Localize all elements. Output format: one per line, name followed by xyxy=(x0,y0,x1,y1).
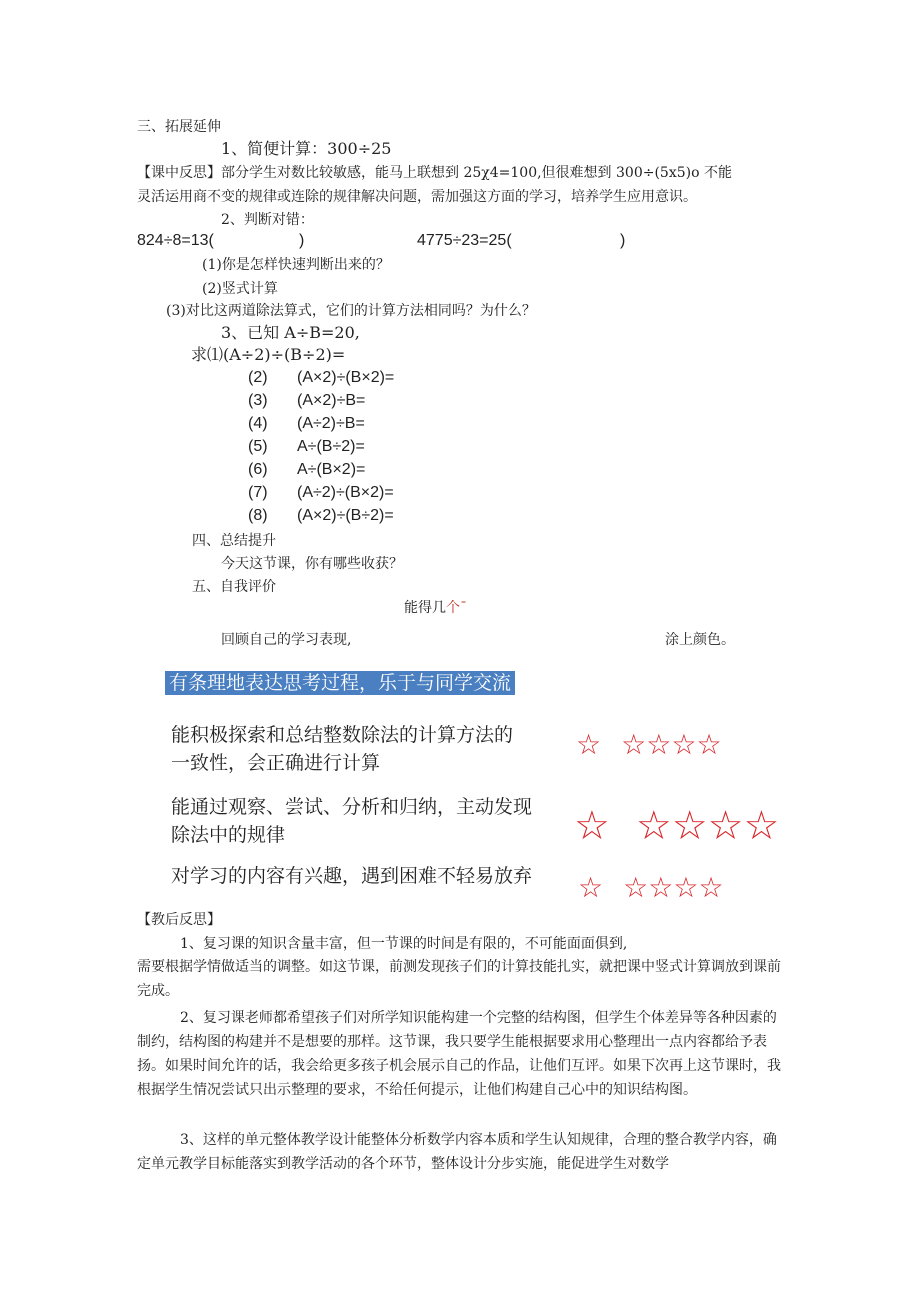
find-expr-1: 求⑴(A÷2)÷(B÷2)= xyxy=(191,345,346,364)
star-icon[interactable]: ☆ xyxy=(576,728,602,761)
question-2: (2)竖式计算 xyxy=(202,281,278,297)
expr-num: (4) xyxy=(248,415,268,432)
post-reflection-p3: 3、这样的单元整体教学设计能整体分析数学内容本质和学生认知规律，合理的整合教学内容，确定单元教学目标能落实到教学活动的各个环节，整体设计分步实施，能促进学生对数学 xyxy=(137,1132,777,1172)
expr-num: (7) xyxy=(248,484,268,501)
judge-expr-a-close: ) xyxy=(299,232,305,249)
item-judge: 2、判断对错： xyxy=(221,212,314,228)
star-icon[interactable]: ☆ xyxy=(574,803,610,849)
star-rating-1 xyxy=(576,729,722,761)
expr-num: (6) xyxy=(248,461,268,478)
summary-text: 今天这节课，你有哪些收获？ xyxy=(221,556,403,572)
highlight-criterion xyxy=(165,671,515,695)
expr-text: (A×2)÷B= xyxy=(297,392,366,409)
star-icon[interactable]: ☆ xyxy=(623,871,649,904)
expr-text: (A×2)÷(B÷2)= xyxy=(297,507,394,524)
post-reflection-p1-line1: 1、复习课的知识含量丰富，但一节课的时间是有限的，不可能面面俱到, xyxy=(180,936,628,952)
expr-text: (A÷2)÷B= xyxy=(297,415,365,432)
expr-num: (2) xyxy=(248,369,268,386)
post-reflection-heading: 【教后反思】 xyxy=(137,912,221,928)
criterion-2-line1: 能通过观察、尝试、分析和归纳，主动发现 xyxy=(171,796,533,818)
review-left: 回顾自己的学习表现, xyxy=(221,632,352,648)
star-rating-3 xyxy=(578,872,724,904)
reflection-line-2: 灵活运用商不变的规律或连除的规律解决问题，需加强这方面的学习，培养学生应用意识。 xyxy=(137,189,697,205)
expr-text: A÷(B×2)= xyxy=(297,461,366,478)
section-heading-summary: 四、总结提升 xyxy=(192,533,276,549)
criterion-1-line2: 一致性，会正确进行计算 xyxy=(171,752,381,774)
star-icon[interactable]: ☆ xyxy=(578,871,604,904)
question-3: (3)对比这两道除法算式，它们的计算方法相同吗？为什么？ xyxy=(166,303,536,319)
judge-expr-b-close: ) xyxy=(620,232,626,249)
star-icon[interactable]: ☆ xyxy=(707,803,744,849)
reflection-line-1: 【课中反思】部分学生对数比较敏感，能马上联想到 25χ4=100,但很难想到 300÷(5x5)o 不能 xyxy=(137,165,732,181)
expr-text: A÷(B÷2)= xyxy=(297,438,365,455)
judge-expr-a: 824÷8=13( xyxy=(137,232,214,249)
star-icon[interactable]: ☆ xyxy=(673,871,699,904)
criterion-3-line1: 对学习的内容有兴趣，遇到困难不轻易放弃 xyxy=(171,865,533,887)
expr-num: (3) xyxy=(248,392,268,409)
star-icon[interactable]: ☆ xyxy=(621,728,647,761)
star-rating-2 xyxy=(574,804,779,848)
star-icon[interactable]: ☆ xyxy=(635,803,672,849)
expr-text: (A×2)÷(B×2)= xyxy=(297,369,395,386)
judge-expr-b: 4775÷23=25( xyxy=(417,232,512,249)
expr-num: (5) xyxy=(248,438,268,455)
item-simple-calc: 1、简便计算：300÷25 xyxy=(221,139,392,158)
highlight-text: 有条理地表达思考过程，乐于与同学交流 xyxy=(165,671,515,695)
star-icon[interactable]: ☆ xyxy=(698,871,724,904)
post-reflection-p2: 2、复习课老师都希望孩子们对所学知识能构建一个完整的结构图，但学生个体差异等各种因素的制约，结构图的构建并不是想要的那样。这节课，我只要学生能根据要求用心整理出一点内容都给予表扬。如果时间允许的话，我会给更多孩子机会展示自己的作品，让他们互评。如果下次再上这节课时，我根据学生情况尝试只出示整理的要求，不给任何提示，让他们构建自己心中的知识结构图。 xyxy=(137,1010,781,1098)
expr-text: (A÷2)÷(B×2)= xyxy=(297,484,394,501)
self-eval-prompt xyxy=(404,599,467,617)
section-heading-self-eval: 五、自我评价 xyxy=(192,579,276,595)
expr-num: (8) xyxy=(248,507,268,524)
star-icon[interactable]: ☆ xyxy=(648,871,674,904)
post-reflection-p1-rest: 需要根据学情做适当的调整。如这节课，前测发现孩子们的计算技能扎实，就把课中竖式计算调放到课前完成。 xyxy=(137,959,781,999)
criterion-1-line1: 能积极探索和总结整数除法的计算方法的 xyxy=(171,724,514,746)
star-icon[interactable]: ☆ xyxy=(671,803,708,849)
prompt-red: 个ˉ xyxy=(446,600,467,616)
star-icon[interactable]: ☆ xyxy=(696,728,722,761)
star-icon[interactable]: ☆ xyxy=(743,803,780,849)
prompt-prefix: 能得几 xyxy=(404,600,446,616)
star-icon[interactable]: ☆ xyxy=(671,728,697,761)
review-right: 涂上颜色。 xyxy=(665,632,735,648)
section-heading-extension: 三、拓展延伸 xyxy=(137,119,221,135)
item-known: 3、已知 A÷B=20, xyxy=(221,323,360,342)
star-icon[interactable]: ☆ xyxy=(646,728,672,761)
question-1: (1)你是怎样快速判断出来的？ xyxy=(202,257,390,273)
criterion-2-line2: 除法中的规律 xyxy=(171,824,286,846)
